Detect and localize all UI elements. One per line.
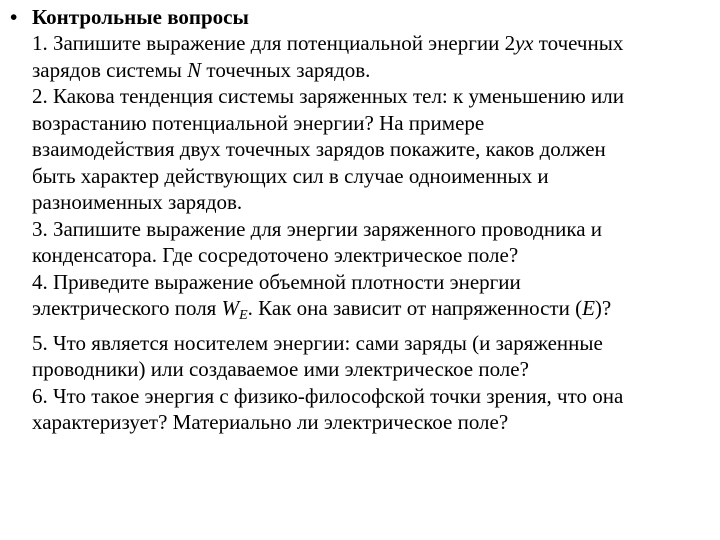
question-4-line-1: 4. Приведите выражение объемной плотности энергии: [32, 269, 521, 294]
question-3-line-2: конденсатора. Где сосредоточено электрическое поле?: [32, 243, 519, 267]
question-list: [32, 30, 716, 436]
question-5-line-1: 5. Что является носителем энергии: сами заряды (и заряженные: [32, 330, 603, 355]
field-symbol: E: [582, 296, 595, 320]
question-2-line-4: быть характер действующих сил в случае одноименных и: [32, 163, 549, 188]
question-4-line-2: [32, 295, 716, 330]
question-2: [32, 83, 716, 216]
question-1-line-1: [32, 30, 716, 57]
heading: [10, 4, 249, 30]
question-3-line-1: 3. Запишите выражение для энергии заряженного проводника и: [32, 216, 603, 241]
question-6-line-1: 6. Что такое энергия с физико-философской точки зрения, что она: [32, 383, 624, 408]
question-5-line-2: проводники) или создаваемое ими электрическое поле?: [32, 357, 529, 381]
question-2-line-5: разноименных зарядов.: [32, 190, 243, 214]
question-2-line-3: взаимодействия двух точечных зарядов покажите, каков должен: [32, 137, 606, 161]
question-4: [32, 269, 716, 330]
question-text: точечных: [533, 31, 624, 55]
bullet-icon: •: [10, 5, 18, 29]
question-2-line-1: 2. Какова тенденция системы заряженных тел: к уменьшению или: [32, 84, 624, 108]
heading-title: Контрольные вопросы: [32, 5, 249, 29]
question-text: 1. Запишите выражение для потенциальной энергии 2: [32, 31, 516, 55]
question-text: )?: [594, 296, 612, 320]
question-text: точечных зарядов.: [201, 57, 371, 82]
question-5: [32, 330, 716, 383]
question-6-line-2: характеризует? Материально ли электрическое поле?: [32, 410, 509, 434]
question-1-line-2: [32, 57, 716, 84]
question-text-italic: ух: [515, 31, 534, 55]
energy-subscript: E: [239, 308, 248, 323]
question-2-line-2: возрастанию потенциальной энергии? На примере: [32, 110, 485, 135]
question-text-italic: N: [187, 57, 202, 82]
question-1: [32, 30, 716, 83]
question-6: [32, 383, 716, 436]
energy-symbol: W: [221, 296, 240, 320]
question-3: [32, 216, 716, 269]
question-text: электрического поля: [32, 296, 222, 320]
question-text: . Как она зависит от напряженности (: [247, 296, 583, 320]
question-text: зарядов системы: [32, 57, 188, 82]
